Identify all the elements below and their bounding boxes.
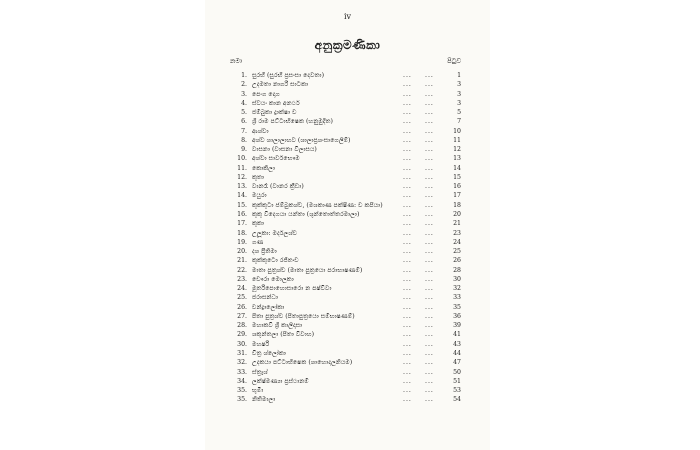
toc-entry-page: 3: [457, 90, 461, 98]
toc-leader-dots: ...: [403, 164, 412, 172]
toc-entry-number: 25.: [237, 294, 247, 302]
toc-leader-dots: ...: [403, 312, 412, 320]
toc-entry-page: 33: [453, 294, 461, 302]
toc-entry-number: 24.: [237, 285, 247, 293]
toc-leader-dots: ...: [403, 72, 412, 79]
toc-leader-dots: ...: [425, 396, 434, 404]
toc-leader-dots: ...: [403, 257, 412, 265]
toc-entry-number: 35.: [237, 387, 247, 395]
toc-entry-number: 2.: [241, 81, 247, 89]
toc-leader-dots: ...: [425, 266, 434, 274]
toc-leader-dots: ...: [403, 127, 412, 135]
toc-entry-page: 21: [453, 220, 461, 228]
toc-leader-dots: ...: [425, 81, 434, 89]
toc-leader-dots: ...: [425, 322, 434, 330]
toc-entry-title: සුරභී (සුරභී ප්‍රසංසා දෙවතා): [252, 72, 325, 79]
toc-leader-dots: ...: [425, 238, 434, 246]
toc-entry-page: 44: [453, 349, 461, 357]
toc-entry-title: භූමිා: [252, 387, 264, 395]
toc-leader-dots: ...: [403, 118, 412, 126]
toc-leader-dots: ...: [425, 229, 434, 237]
toc-entry: [205, 191, 490, 200]
toc-entry-page: 1: [457, 72, 461, 79]
toc-leader-dots: ...: [425, 72, 434, 79]
toc-entry-page: 28: [453, 266, 461, 274]
toc-entry-number: 21.: [237, 257, 247, 265]
toc-entry: [205, 266, 490, 275]
toc-leader-dots: ...: [403, 146, 412, 154]
toc-entry-number: 1.: [241, 72, 247, 79]
toc-leader-dots: ...: [425, 275, 434, 283]
toc-entry-page: 3: [457, 99, 461, 107]
toc-leader-dots: ...: [425, 349, 434, 357]
toc-entry-number: 19.: [237, 238, 247, 246]
toc-entry-title: ස්වයං කාන අනර්ථ: [252, 99, 300, 107]
toc-entry-title: මහර්ෂි: [252, 340, 270, 348]
toc-entry-number: 20.: [237, 248, 247, 256]
toc-entry-number: 31.: [237, 349, 247, 357]
toc-leader-dots: ...: [425, 155, 434, 163]
toc-entry-page: 12: [453, 146, 461, 154]
toc-leader-dots: ...: [403, 109, 412, 117]
toc-leader-dots: ...: [425, 164, 434, 172]
toc-leader-dots: ...: [425, 377, 434, 385]
toc-entry-title: මූර්තිපොහොසාරො න පෂ්චිවා: [252, 285, 332, 293]
toc-entry-number: 35.: [237, 396, 247, 404]
toc-entry-page: 54: [453, 396, 461, 404]
toc-leader-dots: ...: [403, 210, 412, 218]
toc-leader-dots: ...: [425, 220, 434, 228]
toc-entry-page: 51: [453, 377, 461, 385]
toc-leader-dots: ...: [403, 322, 412, 330]
toc-entry-page: 25: [453, 248, 461, 256]
toc-leader-dots: ...: [425, 368, 434, 376]
column-header-title: නමා: [230, 57, 243, 65]
toc-entry-number: 6.: [241, 118, 247, 126]
toc-entry-number: 11.: [237, 164, 247, 172]
toc-leader-dots: ...: [425, 146, 434, 154]
toc-entry-title: චිත්‍ර ශ්ලෝකා: [252, 349, 286, 357]
toc-entry: [205, 80, 490, 89]
toc-entry-number: 13.: [237, 183, 247, 191]
toc-entry-page: 50: [453, 368, 461, 376]
toc-entry: [205, 164, 490, 173]
toc-entry-number: 12.: [237, 173, 247, 181]
toc-entry-title: කුක්කුටා ජම්බුකශ්ච, (මශකාණ පක්ෂිණ: ච කපියා): [252, 201, 383, 209]
toc-entry-page: 32: [453, 285, 461, 293]
toc-entry-page: 20: [453, 210, 461, 218]
toc-entry-title: ආශ්වා: [252, 127, 269, 135]
toc-entry: [205, 238, 490, 247]
toc-entry-title: උදකයා පට්ටාභිෂෙක (ශාහොදලනියම): [252, 359, 353, 367]
toc-entry: [205, 90, 490, 99]
toc-leader-dots: ...: [425, 109, 434, 117]
toc-entry: [205, 377, 490, 386]
toc-entry-number: 8.: [241, 136, 247, 144]
toc-entry-title: අශ්ව ශාලාලාහව (ශාලාප්‍රශංසාගෙලීම්): [252, 136, 351, 144]
toc-entry-number: 7.: [241, 127, 247, 135]
toc-entry-title: ශකුන්තලා (පිතා විවාහ): [252, 331, 315, 339]
toc-entry: [205, 154, 490, 163]
toc-entry-number: 32.: [237, 359, 247, 367]
toc-leader-dots: ...: [403, 201, 412, 209]
toc-leader-dots: ...: [425, 210, 434, 218]
toc-leader-dots: ...: [425, 285, 434, 293]
toc-entry: [205, 71, 490, 80]
toc-entry: [205, 284, 490, 293]
toc-entry-title: ජරාසන්ධා: [252, 294, 279, 302]
toc-leader-dots: ...: [403, 285, 412, 293]
toc-entry-number: 28.: [237, 322, 247, 330]
table-of-contents: [205, 71, 490, 405]
toc-entry: [205, 349, 490, 358]
toc-entry: [205, 201, 490, 210]
page-number: iv: [343, 12, 352, 21]
toc-entry-title: ජම්බුකා ද්‍රාක්ෂා ච: [252, 109, 297, 117]
toc-entry-number: 14.: [237, 192, 247, 200]
toc-leader-dots: ...: [403, 90, 412, 98]
toc-leader-dots: ...: [403, 229, 412, 237]
toc-entry-page: 16: [453, 183, 461, 191]
toc-entry-title: උලූකා: මර්දලශ්ච: [252, 229, 298, 237]
toc-leader-dots: ...: [425, 248, 434, 256]
toc-entry-title: කුකු විදෙගයා යන්තා (ශුන්තොත්තරමාලා): [252, 210, 360, 218]
toc-leader-dots: ...: [403, 377, 412, 385]
toc-entry-title: ගණ: [252, 238, 264, 246]
toc-entry: [205, 173, 490, 182]
toc-entry-page: 47: [453, 359, 461, 367]
toc-entry-number: 29.: [237, 331, 247, 339]
toc-entry-title: අශ්වා සාර්වභෞම: [252, 155, 300, 163]
toc-entry-title: ලක්ෂ්මණ්‍යා ප්‍රස්ථානම්: [252, 377, 309, 385]
toc-entry: [205, 145, 490, 154]
toc-entry-page: 39: [453, 322, 461, 330]
toc-leader-dots: ...: [403, 136, 412, 144]
toc-entry: [205, 136, 490, 145]
toc-entry-number: 9.: [241, 146, 247, 154]
book-page: [205, 0, 490, 450]
toc-entry-number: 17.: [237, 220, 247, 228]
toc-entry-number: 4.: [241, 99, 247, 107]
toc-entry: [205, 127, 490, 136]
toc-leader-dots: ...: [425, 387, 434, 395]
toc-leader-dots: ...: [425, 90, 434, 98]
toc-leader-dots: ...: [403, 368, 412, 376]
toc-leader-dots: ...: [403, 266, 412, 274]
toc-entry-page: 13: [453, 155, 461, 163]
toc-leader-dots: ...: [403, 238, 412, 246]
toc-entry-number: 5.: [241, 109, 247, 117]
toc-leader-dots: ...: [403, 155, 412, 163]
toc-leader-dots: ...: [425, 201, 434, 209]
toc-entry-title: වාසනා (වාසනා විලාසය): [252, 146, 317, 154]
toc-entry-page: 26: [453, 257, 461, 265]
toc-entry-page: 10: [453, 127, 461, 135]
toc-entry: [205, 275, 490, 284]
toc-entry-number: 27.: [237, 312, 247, 320]
toc-entry-title: කුක්කුටො රජිතංච: [252, 257, 299, 265]
toc-leader-dots: ...: [403, 81, 412, 89]
toc-leader-dots: ...: [425, 118, 434, 126]
toc-entry-page: 24: [453, 238, 461, 246]
toc-entry-title: නිතිමාලා: [252, 396, 276, 404]
toc-entry-title: චන්ද්‍රාලෝකා: [252, 303, 285, 311]
toc-leader-dots: ...: [425, 331, 434, 339]
toc-leader-dots: ...: [425, 99, 434, 107]
toc-entry-number: 33.: [237, 368, 247, 376]
toc-leader-dots: ...: [403, 359, 412, 367]
toc-entry-number: 22.: [237, 266, 247, 274]
toc-entry-page: 53: [453, 387, 461, 395]
toc-leader-dots: ...: [425, 127, 434, 135]
toc-entry: [205, 368, 490, 377]
toc-entry-page: 14: [453, 164, 461, 172]
toc-entry-page: 17: [453, 192, 461, 200]
toc-leader-dots: ...: [403, 396, 412, 404]
toc-leader-dots: ...: [403, 303, 412, 311]
toc-leader-dots: ...: [425, 303, 434, 311]
toc-entry-number: 34.: [237, 377, 247, 385]
toc-leader-dots: ...: [403, 349, 412, 357]
toc-entry: [205, 210, 490, 219]
toc-entry-number: 16.: [237, 210, 247, 218]
toc-entry-title: ශ්‍රී රාම පට්ටාභිෂෙක (හනුමුදිත): [252, 118, 333, 126]
toc-leader-dots: ...: [403, 173, 412, 181]
toc-entry: [205, 358, 490, 367]
toc-entry-number: 23.: [237, 275, 247, 283]
page-title: අනුක්‍රමණිකා: [314, 38, 381, 52]
toc-entry: [205, 99, 490, 108]
toc-entry-page: 3: [457, 81, 461, 89]
toc-leader-dots: ...: [403, 248, 412, 256]
toc-leader-dots: ...: [425, 136, 434, 144]
toc-entry: [205, 321, 490, 330]
toc-entry-title: මහාකවි ශ්‍රී කාලිදාසා: [252, 322, 303, 330]
toc-entry-title: මාතා පුත්‍රශ්ච (මාතා පුත්‍රයො පරාභාෂණම්): [252, 266, 363, 274]
toc-entry-page: 30: [453, 275, 461, 283]
toc-entry-title: පිතා පුත්‍රශ්ච (පිතාපුත්‍රයො සම්භාෂණම්): [252, 312, 355, 320]
toc-entry-page: 35: [453, 303, 461, 311]
toc-entry: [205, 386, 490, 395]
toc-entry-number: 30.: [237, 340, 247, 348]
toc-leader-dots: ...: [425, 257, 434, 265]
toc-entry: [205, 312, 490, 321]
toc-entry: [205, 247, 490, 256]
toc-leader-dots: ...: [403, 99, 412, 107]
toc-entry-number: 3.: [241, 90, 247, 98]
toc-entry-number: 18.: [237, 229, 247, 237]
toc-leader-dots: ...: [403, 331, 412, 339]
toc-leader-dots: ...: [403, 192, 412, 200]
toc-leader-dots: ...: [425, 312, 434, 320]
toc-entry-title: උදමතා නාගරී සාටකා: [252, 81, 309, 89]
toc-leader-dots: ...: [403, 275, 412, 283]
toc-leader-dots: ...: [403, 294, 412, 302]
toc-leader-dots: ...: [425, 192, 434, 200]
toc-entry: [205, 293, 490, 302]
toc-leader-dots: ...: [403, 387, 412, 395]
toc-entry-title: කුකා: [252, 220, 265, 228]
toc-leader-dots: ...: [403, 183, 412, 191]
toc-entry: [205, 108, 490, 117]
toc-entry-title: මයුරා: [252, 192, 267, 200]
toc-leader-dots: ...: [425, 173, 434, 181]
toc-leader-dots: ...: [403, 340, 412, 348]
toc-entry-title: කොකිලා: [252, 164, 276, 172]
toc-entry-page: 18: [453, 201, 461, 209]
toc-entry: [205, 303, 490, 312]
toc-entry-title: ස්ත්‍රෑශ්: [252, 368, 268, 376]
toc-entry-title: වානරෑ (වානර ක්‍රීඩා): [252, 183, 304, 191]
column-header-page: පිටුව: [447, 57, 461, 65]
toc-entry-page: 5: [457, 109, 461, 117]
toc-entry-title: දශ ප්‍රීතිමා: [252, 248, 277, 256]
toc-entry-title: පෙංග දොග: [252, 90, 280, 98]
toc-entry: [205, 229, 490, 238]
toc-entry: [205, 117, 490, 126]
toc-entry-page: 11: [453, 136, 461, 144]
toc-entry: [205, 219, 490, 228]
toc-leader-dots: ...: [425, 359, 434, 367]
toc-leader-dots: ...: [425, 294, 434, 302]
toc-leader-dots: ...: [425, 340, 434, 348]
toc-entry-number: 26.: [237, 303, 247, 311]
toc-entry-number: 10.: [237, 155, 247, 163]
toc-entry-page: 41: [453, 331, 461, 339]
toc-entry: [205, 256, 490, 265]
toc-entry: [205, 330, 490, 339]
toc-entry-page: 36: [453, 312, 461, 320]
toc-entry-title: චෞරා මොලකා: [252, 275, 294, 283]
toc-entry-page: 7: [457, 118, 461, 126]
toc-entry: [205, 395, 490, 404]
toc-entry-page: 15: [453, 173, 461, 181]
toc-leader-dots: ...: [403, 220, 412, 228]
toc-entry-page: 23: [453, 229, 461, 237]
toc-entry-page: 43: [453, 340, 461, 348]
toc-entry: [205, 182, 490, 191]
toc-entry-title: කුතා: [252, 173, 265, 181]
toc-entry: [205, 340, 490, 349]
toc-entry-number: 15.: [237, 201, 247, 209]
toc-leader-dots: ...: [425, 183, 434, 191]
